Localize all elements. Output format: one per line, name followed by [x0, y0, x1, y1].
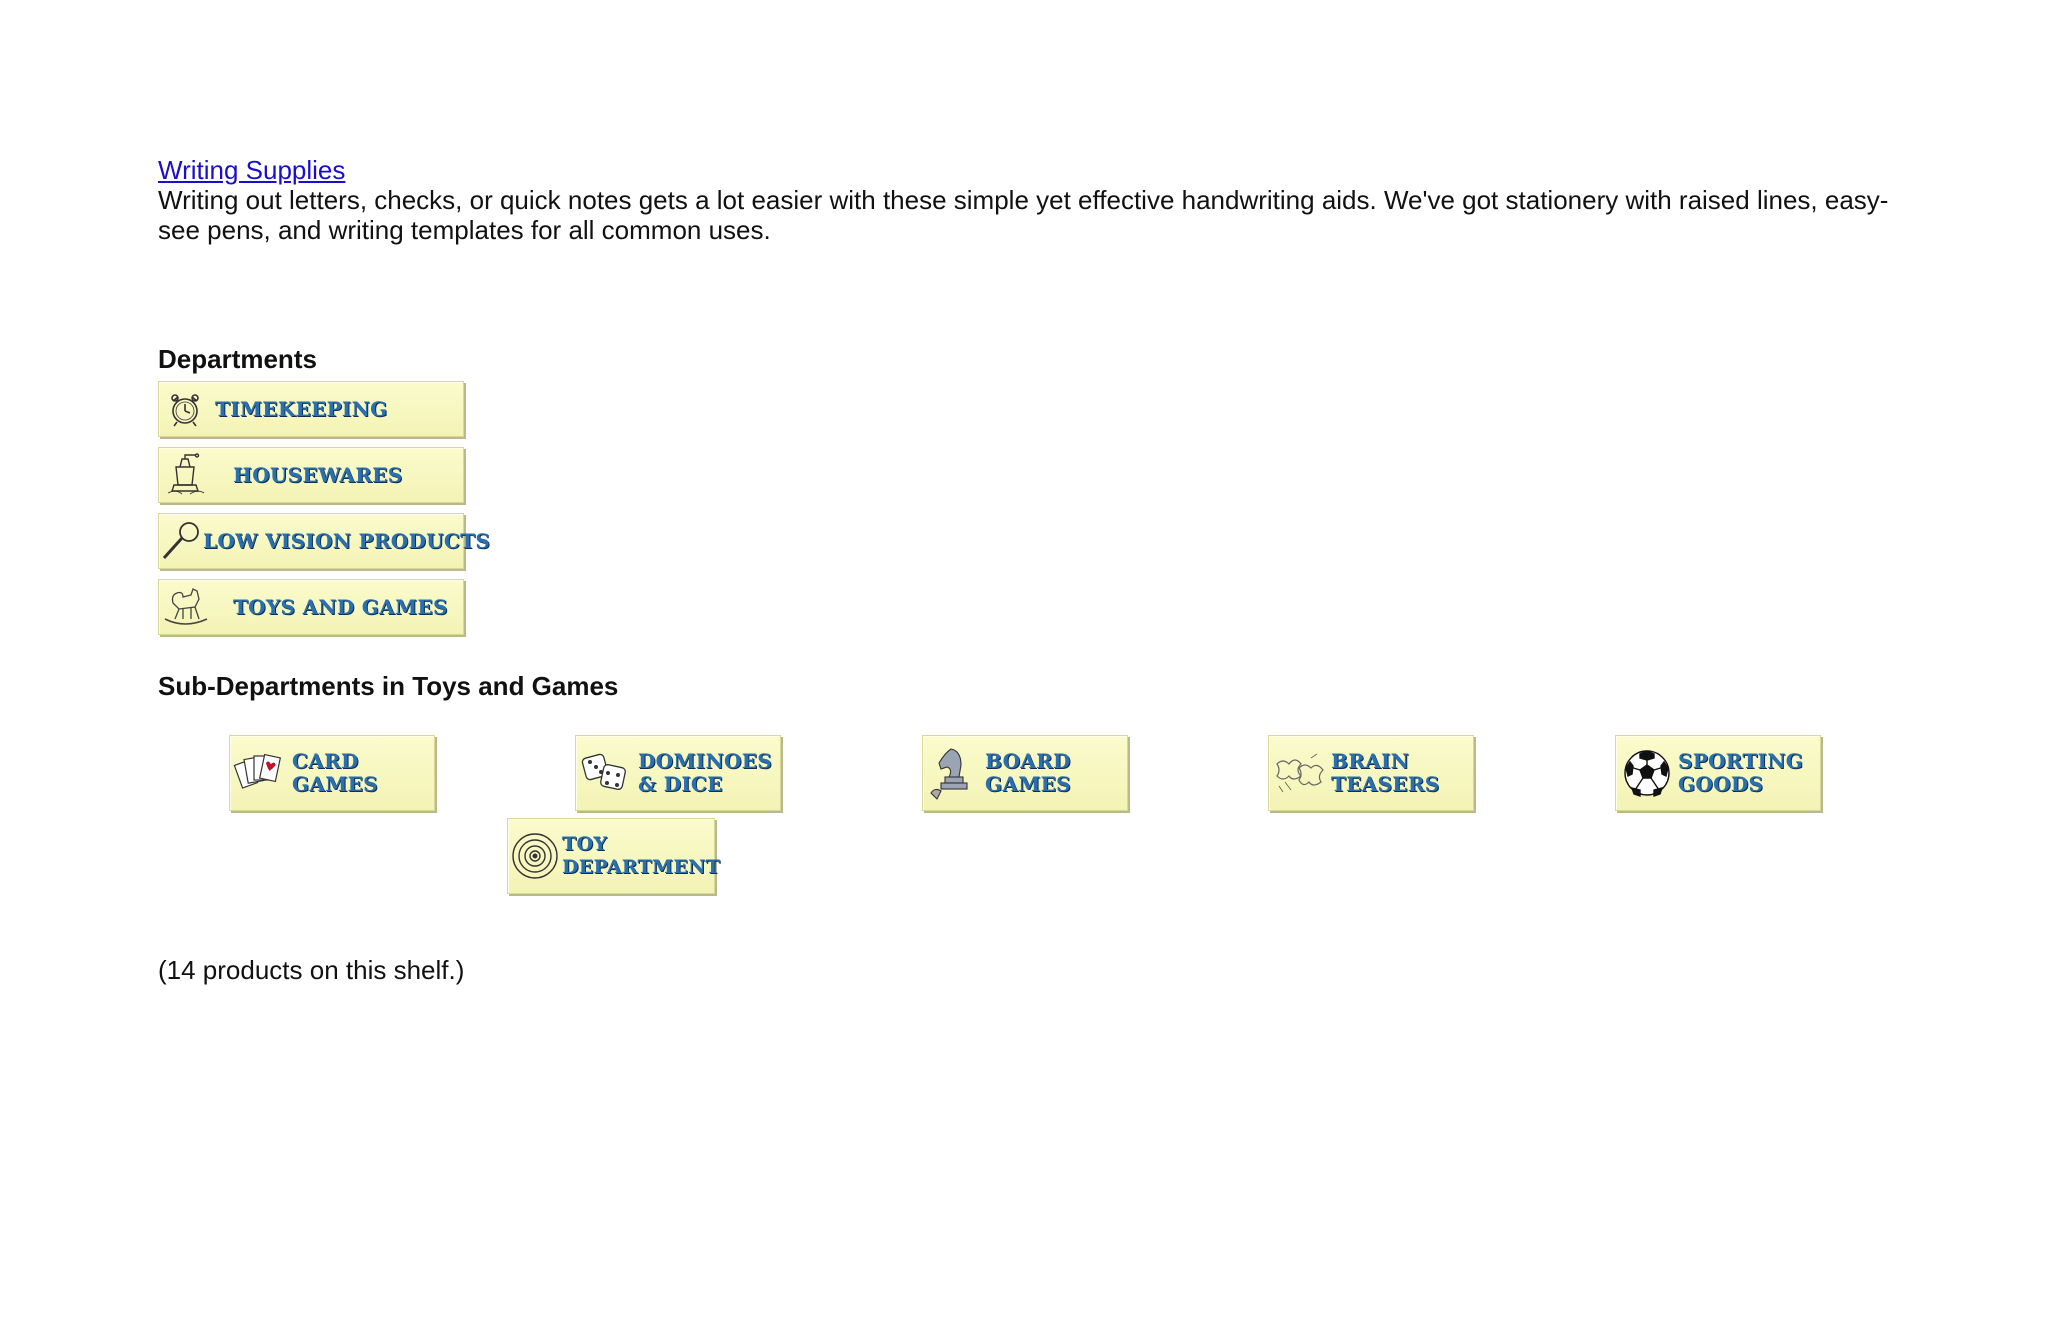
sub-label-line2: & DICE: [638, 772, 723, 796]
sub-label-line1: DOMINOES: [638, 749, 773, 773]
puzzle-icon: [1269, 738, 1331, 808]
dept-button-toys-and-games[interactable]: [158, 579, 464, 635]
dept-button-housewares[interactable]: [158, 447, 464, 503]
writing-supplies-link[interactable]: Writing Supplies: [158, 155, 346, 185]
dept-button-low-vision-products[interactable]: [158, 513, 491, 569]
dept-label: HOUSEWARES: [233, 463, 403, 487]
soccer-ball-icon: [1616, 738, 1678, 808]
sub-label-line1: CARD: [292, 749, 359, 773]
magnifier-icon: [159, 515, 203, 567]
sub-button-card-games[interactable]: [229, 735, 435, 811]
departments-heading: Departments: [158, 344, 317, 374]
departments-list: [158, 381, 491, 645]
sub-label-line1: TOY: [562, 833, 608, 855]
rocking-horse-icon: [159, 581, 211, 633]
dept-button-timekeeping[interactable]: [158, 381, 464, 437]
product-count-note: (14 products on this shelf.): [158, 955, 465, 985]
sub-label-line1: SPORTING: [1678, 749, 1804, 773]
chess-knight-icon: [923, 738, 985, 808]
sub-button-sporting-goods[interactable]: [1615, 735, 1821, 811]
sub-label-line2: GAMES: [292, 772, 378, 796]
sub-button-dominoes-and-dice[interactable]: [575, 735, 781, 811]
grinder-icon: [159, 449, 211, 501]
intro-description: Writing out letters, checks, or quick notes gets a lot easier with these simple yet effective handwriting aids. We've got stationery with raised lines, easy-see pens, and writing templates for all common uses.: [158, 185, 1889, 245]
sub-button-board-games[interactable]: [922, 735, 1128, 811]
playing-cards-icon: [230, 738, 292, 808]
sub-label-line1: BOARD: [985, 749, 1071, 773]
sub-label-line2: GAMES: [985, 772, 1071, 796]
sub-label-line2: DEPARTMENT: [562, 856, 721, 878]
sub-label-line2: GOODS: [1678, 772, 1764, 796]
dice-icon: [576, 738, 638, 808]
alarm-clock-icon: [159, 383, 211, 435]
sub-label-line1: BRAIN: [1331, 749, 1410, 773]
sub-button-toy-department[interactable]: [507, 818, 721, 894]
dept-label: TIMEKEEPING: [215, 397, 388, 421]
sub-button-brain-teasers[interactable]: [1268, 735, 1474, 811]
sub-departments-heading: Sub-Departments in Toys and Games: [158, 671, 619, 701]
target-icon: [508, 821, 562, 891]
dept-label: TOYS AND GAMES: [233, 595, 448, 619]
intro-section: [158, 155, 1958, 245]
dept-label: LOW VISION PRODUCTS: [203, 529, 491, 553]
sub-label-line2: TEASERS: [1331, 772, 1440, 796]
